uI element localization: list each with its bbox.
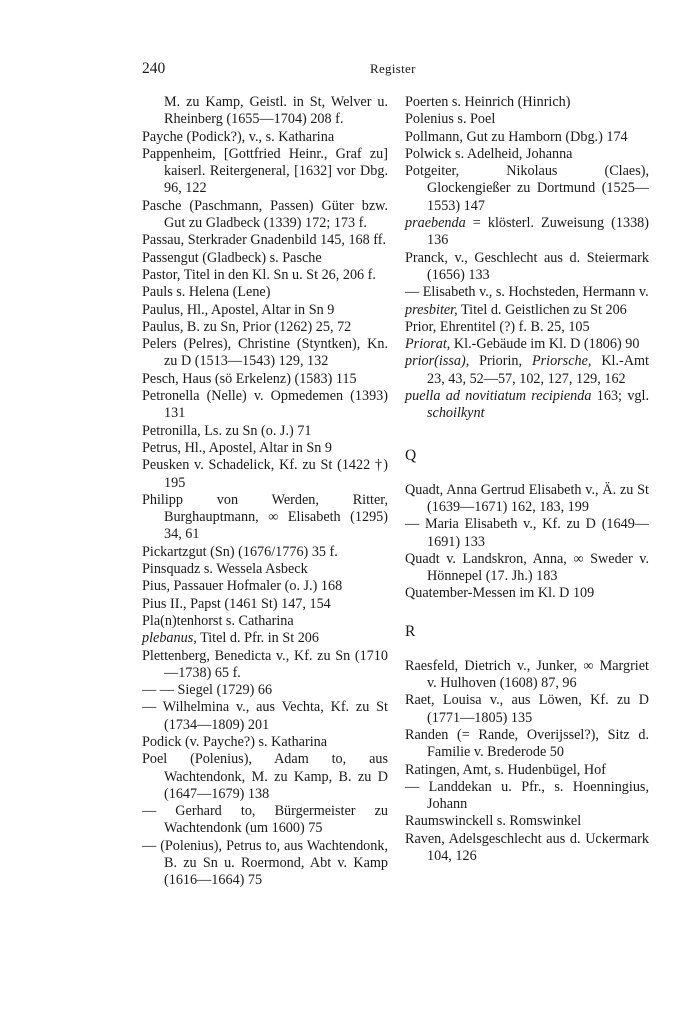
- index-entry: praebenda = klösterl. Zuweisung (1338) 136: [405, 215, 649, 249]
- r-entries: [405, 658, 649, 866]
- index-entry: Podick (v. Payche?) s. Katharina: [142, 733, 328, 750]
- index-entry: Plettenberg, Benedicta v., Kf. zu Sn (1710—1738) 65 f.: [142, 647, 388, 681]
- index-entry: Passengut (Gladbeck) s. Pasche: [142, 249, 322, 266]
- index-entry: — Gerhard to, Bürgermeister zu Wachtendonk (um 1600) 75: [142, 803, 388, 837]
- index-entry: — Elisabeth v., s. Hochsteden, Hermann v.: [405, 284, 649, 301]
- index-entry: Raesfeld, Dietrich v., Junker, ∞ Margriet v. Hulhoven (1608) 87, 96: [405, 657, 649, 692]
- page-header: [0, 60, 700, 82]
- index-entry: Priorat, Kl.-Gebäude im Kl. D (1806) 90: [405, 336, 640, 353]
- index-entry: Randen (= Rande, Overijssel?), Sitz d. Familie v. Brederode 50: [405, 726, 649, 761]
- index-entry: Pranck, v., Geschlecht aus d. Steiermark (1656) 133: [405, 249, 649, 283]
- index-entry: Petronilla, Ls. zu Sn (o. J.) 71: [142, 422, 312, 439]
- left-column: [142, 94, 388, 890]
- index-entry: puella ad novitiatum recipienda 163; vgl. schoilkynt: [405, 388, 649, 422]
- index-entry: Quadt v. Landskron, Anna, ∞ Sweder v. Hönnepel (17. Jh.) 183: [405, 550, 649, 585]
- section-heading-q: Q: [405, 446, 417, 464]
- index-entry: Pinsquadz s. Wessela Asbeck: [142, 561, 308, 578]
- index-entry: — Landdekan u. Pfr., s. Hoenningius, Johann: [405, 778, 649, 813]
- index-entry: Quadt, Anna Gertrud Elisabeth v., Ä. zu St (1639—1671) 162, 183, 199: [405, 481, 649, 515]
- index-entry: Pius, Passauer Hofmaler (o. J.) 168: [142, 578, 343, 595]
- index-entry: Raet, Louisa v., aus Löwen, Kf. zu D (1771—1805) 135: [405, 692, 649, 726]
- index-entry: Payche (Podick?), v., s. Katharina: [142, 128, 335, 145]
- index-entry: Pius II., Papst (1461 St) 147, 154: [142, 595, 331, 612]
- index-entry: Polwick s. Adelheid, Johanna: [405, 145, 573, 162]
- index-entry: Quatember-Messen im Kl. D 109: [405, 585, 595, 602]
- index-entry: Paulus, B. zu Sn, Prior (1262) 25, 72: [142, 318, 352, 335]
- index-entry: — Maria Elisabeth v., Kf. zu D (1649—1691) 133: [405, 516, 649, 550]
- index-entry: Poerten s. Heinrich (Hinrich): [405, 94, 571, 110]
- index-entry: — — Siegel (1729) 66: [142, 682, 273, 699]
- index-entry: Polenius s. Poel: [405, 111, 496, 128]
- index-entry: M. zu Kamp, Geistl. in St, Welver u. Rheinberg (1655—1704) 208 f.: [164, 94, 388, 128]
- left-entries: [142, 94, 388, 890]
- index-entry: Raumswinckell s. Romswinkel: [405, 813, 582, 830]
- index-entry: Philipp von Werden, Ritter, Burghauptmann, ∞ Elisabeth (1295) 34, 61: [142, 491, 388, 543]
- index-entry: Paulus, Hl., Apostel, Altar in Sn 9: [142, 301, 335, 318]
- index-entry: Potgeiter, Nikolaus (Claes), Glockengießer zu Dortmund (1525—1553) 147: [405, 163, 649, 214]
- index-entry: prior(issa), Priorin, Priorsche, Kl.-Amt 23, 43, 52—57, 102, 127, 129, 162: [405, 353, 649, 387]
- index-entry: Pastor, Titel in den Kl. Sn u. St 26, 206 f.: [142, 266, 376, 283]
- index-entry: Poel (Polenius), Adam to, aus Wachtendonk, M. zu Kamp, B. zu D (1647—1679) 138: [142, 751, 388, 802]
- index-entry: Prior, Ehrentitel (?) f. B. 25, 105: [405, 318, 590, 335]
- index-entry: plebanus, Titel d. Pfr. in St 206: [142, 630, 319, 647]
- index-entry: Peusken v. Schadelick, Kf. zu St (1422 †) 195: [142, 457, 388, 491]
- index-entry: Pla(n)tenhorst s. Catharina: [142, 612, 294, 629]
- index-entry: Ratingen, Amt, s. Hudenbügel, Hof: [405, 761, 606, 778]
- index-entry: Pelers (Pelres), Christine (Styntken), Kn. zu D (1513—1543) 129, 132: [142, 336, 388, 370]
- index-entry: Passau, Sterkrader Gnadenbild 145, 168 ff.: [142, 232, 387, 249]
- index-entry: Pasche (Paschmann, Passen) Güter bzw. Gut zu Gladbeck (1339) 172; 173 f.: [142, 197, 388, 232]
- index-entry: Pesch, Haus (sö Erkelenz) (1583) 115: [142, 370, 357, 387]
- index-entry: Raven, Adelsgeschlecht aus d. Uckermark 104, 126: [405, 830, 649, 864]
- index-entry: presbiter, Titel d. Geistlichen zu St 206: [405, 301, 627, 318]
- running-head: Register: [370, 61, 416, 76]
- index-entry: Petrus, Hl., Apostel, Altar in Sn 9: [142, 439, 332, 456]
- section-heading-r: R: [405, 622, 416, 640]
- right-column: [405, 94, 649, 865]
- index-entry: — (Polenius), Petrus to, aus Wachtendonk, B. zu Sn u. Roermond, Abt v. Kamp (1616—1664) 75: [142, 837, 388, 889]
- index-entry: Pauls s. Helena (Lene): [142, 284, 271, 301]
- index-entry: Pickartzgut (Sn) (1676/1776) 35 f.: [142, 543, 338, 560]
- index-entry: Pappenheim, [Gottfried Heinr., Graf zu] kaiserl. Reitergeneral, [1632] vor Dbg. 96, 122: [142, 145, 388, 197]
- index-entry: — Wilhelmina v., aus Vechta, Kf. zu St (1734—1809) 201: [142, 699, 388, 733]
- page-number: 240: [142, 60, 166, 77]
- index-entry: Pollmann, Gut zu Hamborn (Dbg.) 174: [405, 128, 628, 145]
- q-entries: [405, 482, 649, 603]
- p-entries: [405, 94, 649, 423]
- index-entry: Petronella (Nelle) v. Opmedemen (1393) 131: [142, 388, 388, 422]
